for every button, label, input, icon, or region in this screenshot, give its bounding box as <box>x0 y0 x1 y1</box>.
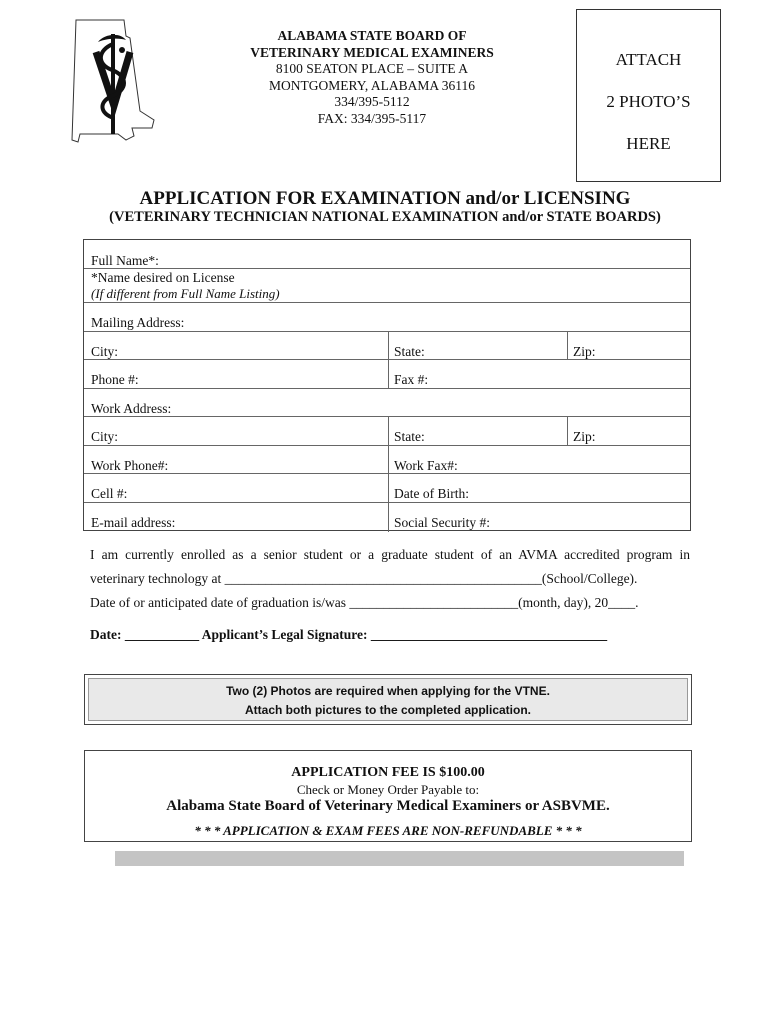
date-of-birth-field[interactable]: Date of Birth: <box>394 486 469 501</box>
graduation-date-line[interactable]: Date of or anticipated date of graduation is/was _________________________(month, day), 20____. <box>90 595 639 610</box>
header-city: MONTGOMERY, ALABAMA 36116 <box>269 77 475 93</box>
fee-box <box>84 750 692 842</box>
fee-payable-label: Check or Money Order Payable to: <box>296 782 480 797</box>
header-address: 8100 SEATON PLACE – SUITE A <box>275 61 469 76</box>
ssn-field[interactable]: Social Security #: <box>394 515 490 530</box>
enrollment-statement-line1: I am currently enrolled as a senior student or a graduate student of an AVMA accredited program in <box>90 547 690 562</box>
email-field[interactable]: E-mail address: <box>91 515 176 530</box>
work-city-field[interactable]: City: <box>91 429 119 444</box>
attach-photo-box <box>576 9 721 182</box>
page-title: APPLICATION FOR EXAMINATION and/or LICENSING <box>139 188 631 209</box>
fax-field[interactable]: Fax #: <box>394 372 429 387</box>
phone-field[interactable]: Phone #: <box>91 372 139 387</box>
photo-notice-line2: Attach both pictures to the completed application. <box>244 703 532 717</box>
header-phone: 334/395-5112 <box>334 94 410 109</box>
page-subtitle: (VETERINARY TECHNICIAN NATIONAL EXAMINATION and/or STATE BOARDS) <box>109 209 661 225</box>
cell-phone-field[interactable]: Cell #: <box>91 486 128 501</box>
work-fax-field[interactable]: Work Fax#: <box>394 458 458 473</box>
header-fax: FAX: 334/395-5117 <box>317 110 427 126</box>
header-line1: ALABAMA STATE BOARD OF <box>277 28 467 43</box>
fee-payee: Alabama State Board of Veterinary Medical Examiners or ASBVME. <box>166 798 610 814</box>
application-form-table <box>83 239 691 531</box>
fee-amount: APPLICATION FEE IS $100.00 <box>291 765 485 780</box>
school-college-line[interactable]: veterinary technology at _______________________________________________(School/College). <box>90 571 638 586</box>
photo-notice-line1: Two (2) Photos are required when applying for the VTNE. <box>226 684 550 698</box>
mailing-zip-field[interactable]: Zip: <box>573 344 596 359</box>
mailing-city-field[interactable]: City: <box>91 344 119 359</box>
fee-non-refundable-notice: * * * APPLICATION & EXAM FEES ARE NON-REFUNDABLE * * * <box>194 823 582 838</box>
work-state-field[interactable]: State: <box>394 429 425 444</box>
mailing-state-field[interactable]: State: <box>394 344 425 359</box>
photo-box-line1: ATTACH <box>615 50 682 69</box>
work-phone-field[interactable]: Work Phone#: <box>91 458 169 473</box>
date-signature-line[interactable]: Date: ___________ Applicant’s Legal Signature: ___________________________________ <box>90 627 608 642</box>
full-name-field[interactable]: Full Name*: <box>91 253 159 268</box>
name-desired-field[interactable]: *Name desired on License <box>91 270 235 285</box>
photo-box-line3: HERE <box>626 134 671 153</box>
name-desired-note: (If different from Full Name Listing) <box>91 286 280 301</box>
board-header <box>200 28 544 127</box>
mailing-address-field[interactable]: Mailing Address: <box>91 315 185 330</box>
work-address-field[interactable]: Work Address: <box>91 401 172 416</box>
photo-notice-box <box>84 674 692 725</box>
work-zip-field[interactable]: Zip: <box>573 429 596 444</box>
photo-box-line2: 2 PHOTO’S <box>606 92 691 111</box>
alabama-vet-caduceus-icon <box>68 16 158 146</box>
header-line2: VETERINARY MEDICAL EXAMINERS <box>250 44 494 60</box>
grey-divider-bar <box>115 851 684 866</box>
